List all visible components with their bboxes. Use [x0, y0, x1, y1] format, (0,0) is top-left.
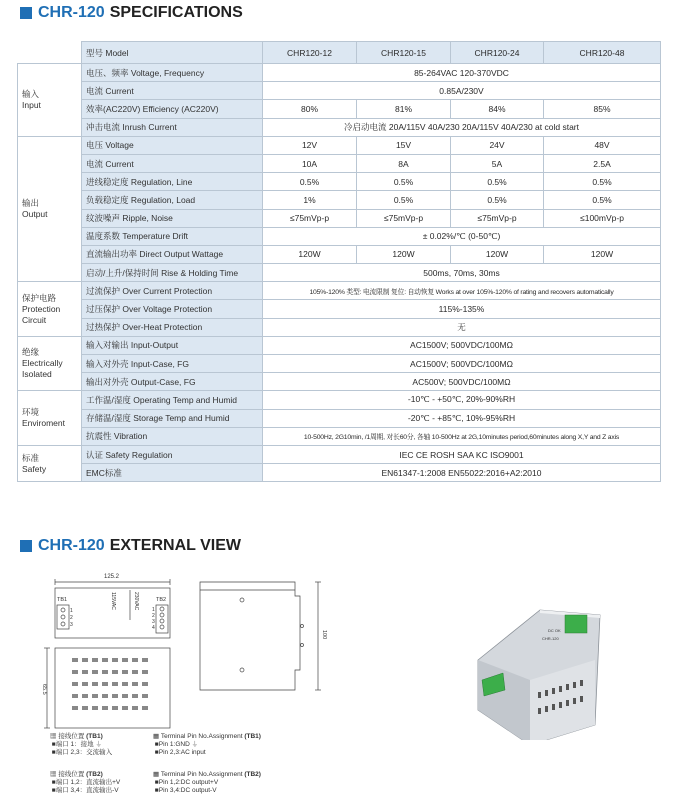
- group-label-line: Electrically: [22, 358, 63, 369]
- table-row: [18, 427, 661, 445]
- tb2-en-caption: ▦ Terminal Pin No.Assignment (TB2) ■Pin 1,2:DC output+V ■Pin 3,4:DC output-V: [153, 771, 261, 794]
- external-view-drawings: [0, 560, 680, 740]
- table-row: [18, 173, 661, 191]
- row-value-cell: AC1500V; 500VDC/100MΩ: [263, 355, 661, 373]
- tb2-pin-label: 4: [152, 625, 155, 631]
- row-label-cell: 过压保护 Over Voltage Protection: [82, 300, 263, 318]
- table-row: [18, 191, 661, 209]
- row-value-cell: 80%: [263, 100, 357, 118]
- row-value-cell: 0.85A/230V: [263, 82, 661, 100]
- row-label-cell: 进线稳定度 Regulation, Line: [82, 173, 263, 191]
- table-row: [18, 464, 661, 482]
- table-row: [18, 300, 661, 318]
- tb2-pin-label: 1: [152, 607, 155, 613]
- group-label-line: 绝缘: [22, 347, 40, 358]
- table-row: [18, 154, 661, 172]
- group-label-line: Input: [22, 99, 41, 110]
- row-value-cell: ≤75mVp-p: [263, 209, 357, 227]
- caption-line: Pin 1:GND ⏚: [158, 741, 199, 748]
- group-label-cell: [18, 445, 82, 481]
- group-label-line: 输出: [22, 198, 40, 208]
- table-row: [18, 64, 661, 82]
- row-value-cell: IEC CE ROSH SAA KC ISO9001: [263, 445, 661, 463]
- row-value-cell: 8A: [357, 154, 451, 172]
- heading-model: CHR-120: [38, 537, 105, 554]
- row-value-cell: 120W: [544, 245, 661, 263]
- group-label-line: 环境: [22, 407, 40, 418]
- row-label-cell: 电流 Current: [82, 154, 263, 172]
- row-value-cell: 24V: [451, 136, 544, 154]
- row-label-cell: EMC标准: [82, 464, 263, 482]
- model-header-cell: CHR120-24: [451, 42, 544, 64]
- side-dimension: 100: [321, 630, 327, 640]
- tb2-pin-label: 2: [152, 613, 155, 619]
- row-value-cell: 84%: [451, 100, 544, 118]
- row-label-cell: 电压、频率 Voltage, Frequency: [82, 64, 263, 82]
- specifications-table: [17, 41, 661, 482]
- table-row: [18, 373, 661, 391]
- row-value-cell: 85%: [544, 100, 661, 118]
- tb2-cn-caption: ▦ 接线位置 (TB2) ■端口 1,2：直流输出+V ■端口 3,4：直流输出-V: [50, 771, 121, 794]
- tb1-pin-label: 3: [70, 622, 73, 628]
- row-value-cell: 120W: [263, 245, 357, 263]
- table-row: [18, 245, 661, 263]
- row-value-cell: ≤100mVp-p: [544, 209, 661, 227]
- row-value-cell: 48V: [544, 136, 661, 154]
- caption-line: 端口 2,3：交流输入: [55, 749, 113, 756]
- row-value-cell: 115%-135%: [263, 300, 661, 318]
- row-value-cell: 120W: [451, 245, 544, 263]
- height-dimension: 65.5: [41, 684, 47, 695]
- group-label-cell: [18, 282, 82, 337]
- table-row: [18, 282, 661, 300]
- group-label-cell: [18, 336, 82, 391]
- row-label-cell: 温度系数 Temperature Drift: [82, 227, 263, 245]
- caption-tag: (TB1): [86, 733, 103, 740]
- table-row: [18, 409, 661, 427]
- heading-title: SPECIFICATIONS: [109, 4, 243, 21]
- row-value-cell: 85-264VAC 120-370VDC: [263, 64, 661, 82]
- row-value-cell: AC500V; 500VDC/100MΩ: [263, 373, 661, 391]
- external-view-heading: [20, 537, 241, 555]
- section-marker: [20, 540, 32, 552]
- row-value-cell: 15V: [357, 136, 451, 154]
- row-label-cell: 直流输出功率 Direct Output Wattage: [82, 245, 263, 263]
- row-value-cell: -10℃ - +50℃, 20%-90%RH: [263, 391, 661, 409]
- tb1-pin-label: 1: [70, 608, 73, 614]
- product-dc-ok-label: DC OK: [548, 628, 561, 633]
- table-row: [18, 227, 661, 245]
- tb1-en-caption: ▦ Terminal Pin No.Assignment (TB1) ■Pin 1:GND ⏚ ■Pin 2,3:AC input: [153, 733, 261, 756]
- checkbox-icon: ▦: [50, 771, 57, 778]
- table-row: [18, 100, 661, 118]
- caption-line: 端口 1,2：直流输出+V: [55, 779, 121, 786]
- row-label-cell: 纹波噪声 Ripple, Noise: [82, 209, 263, 227]
- caption-line: Pin 3,4:DC output-V: [158, 787, 217, 794]
- tb1-pin-label: 2: [70, 615, 73, 621]
- row-value-cell: ≤75mVp-p: [451, 209, 544, 227]
- row-label-cell: 冲击电流 Inrush Current: [82, 118, 263, 136]
- caption-tag: (TB2): [244, 771, 261, 778]
- table-row: [18, 355, 661, 373]
- vent-grid: [72, 658, 148, 710]
- row-label-cell: 启动/上升/保持时间 Rise & Holding Time: [82, 264, 263, 282]
- group-label-line: Circuit: [22, 314, 47, 325]
- row-label-cell: 电压 Voltage: [82, 136, 263, 154]
- row-value-cell: 1%: [263, 191, 357, 209]
- row-value-cell: 105%-120% 类型: 电流限制 复位: 自动恢复 Works at over 105%-120% of rating and recovers automatically: [263, 282, 661, 300]
- table-row: [18, 136, 661, 154]
- row-value-cell: 10-500Hz, 2G10min, /1周期, 对长60分, 各轴 10-500Hz at 2G,10minutes period,60minutes along X,Y and Z axis: [263, 427, 661, 445]
- header-label-cell: 型号 Model: [82, 42, 263, 64]
- row-label-cell: 存储温/湿度 Storage Temp and Humid: [82, 409, 263, 427]
- group-label-line: 标准: [22, 452, 40, 463]
- table-row: [18, 445, 661, 463]
- group-label-line: Output: [22, 209, 48, 219]
- row-value-cell: 冷启动电流 20A/115V 40A/230 20A/115V 40A/230 at cold start: [263, 118, 661, 136]
- group-label-cell: [18, 136, 82, 282]
- model-header-cell: CHR120-12: [263, 42, 357, 64]
- group-label-cell: [18, 391, 82, 446]
- row-value-cell: 10A: [263, 154, 357, 172]
- tb2-pin-label: 3: [152, 619, 155, 625]
- row-label-cell: 抗震性 Vibration: [82, 427, 263, 445]
- caption-title: 接线位置: [58, 733, 85, 740]
- row-value-cell: 0.5%: [544, 173, 661, 191]
- row-value-cell: 120W: [357, 245, 451, 263]
- group-label-line: Safety: [22, 463, 47, 474]
- group-label-cell: [18, 64, 82, 137]
- tb2-label: TB2: [156, 597, 167, 603]
- row-value-cell: 0.5%: [357, 173, 451, 191]
- checkbox-icon: ▦: [153, 771, 160, 778]
- specifications-heading: [20, 4, 243, 22]
- tb1-cn-caption: ▦ 接线位置 (TB1) ■端口 1：接地 ⏚ ■端口 2,3：交流输入: [50, 733, 113, 756]
- table-row: [18, 336, 661, 354]
- voltage-select-230: 230VAC: [133, 592, 139, 611]
- group-label-line: 保护电路: [22, 292, 57, 303]
- row-value-cell: -20℃ - +85℃, 10%-95%RH: [263, 409, 661, 427]
- caption-line: Pin 2,3:AC input: [158, 749, 206, 756]
- header-blank-cell: [18, 42, 82, 64]
- group-label-line: 输入: [22, 88, 40, 99]
- row-label-cell: 过热保护 Over-Heat Protection: [82, 318, 263, 336]
- product-model-label: CHR-120: [542, 636, 559, 641]
- row-label-cell: 工作温/湿度 Operating Temp and Humid: [82, 391, 263, 409]
- row-value-cell: 81%: [357, 100, 451, 118]
- caption-line: 端口 3,4：直流输出-V: [55, 787, 119, 794]
- row-value-cell: ≤75mVp-p: [357, 209, 451, 227]
- caption-title: 接线位置: [58, 771, 85, 778]
- row-value-cell: 无: [263, 318, 661, 336]
- checkbox-icon: ▦: [153, 733, 160, 740]
- row-value-cell: 0.5%: [357, 191, 451, 209]
- caption-title: Terminal Pin No.Assignment: [160, 733, 243, 740]
- row-label-cell: 效率(AC220V) Efficiency (AC220V): [82, 100, 263, 118]
- row-value-cell: 2.5A: [544, 154, 661, 172]
- group-label-line: Enviroment: [22, 418, 65, 429]
- row-label-cell: 输入对外壳 Input-Case, FG: [82, 355, 263, 373]
- row-label-cell: 电流 Current: [82, 82, 263, 100]
- row-label-cell: 过流保护 Over Current Protection: [82, 282, 263, 300]
- row-label-cell: 输入对输出 Input-Output: [82, 336, 263, 354]
- row-label-cell: 负载稳定度 Regulation, Load: [82, 191, 263, 209]
- caption-tag: (TB1): [244, 733, 261, 740]
- row-value-cell: 0.5%: [451, 191, 544, 209]
- width-dimension: 125.2: [104, 574, 120, 580]
- caption-tag: (TB2): [86, 771, 103, 778]
- caption-line: 端口 1：接地 ⏚: [55, 741, 102, 748]
- product-image: [478, 610, 600, 740]
- group-label-line: Protection: [22, 303, 61, 314]
- row-value-cell: AC1500V; 500VDC/100MΩ: [263, 336, 661, 354]
- table-row: [18, 209, 661, 227]
- row-label-cell: 认证 Safety Regulation: [82, 445, 263, 463]
- row-value-cell: 5A: [451, 154, 544, 172]
- table-row: [18, 318, 661, 336]
- tb1-label: TB1: [57, 597, 68, 603]
- table-row: [18, 391, 661, 409]
- row-value-cell: 0.5%: [451, 173, 544, 191]
- row-value-cell: 0.5%: [544, 191, 661, 209]
- row-value-cell: ± 0.02%/℃ (0-50℃): [263, 227, 661, 245]
- caption-line: Pin 1,2:DC output+V: [158, 779, 219, 786]
- caption-title: Terminal Pin No.Assignment: [160, 771, 243, 778]
- table-row: [18, 264, 661, 282]
- checkbox-icon: ▦: [50, 733, 57, 740]
- table-header-row: [18, 42, 661, 64]
- model-header-cell: CHR120-48: [544, 42, 661, 64]
- model-header-cell: CHR120-15: [357, 42, 451, 64]
- row-value-cell: 12V: [263, 136, 357, 154]
- row-label-cell: 输出对外壳 Output-Case, FG: [82, 373, 263, 391]
- table-row: [18, 82, 661, 100]
- row-value-cell: 0.5%: [263, 173, 357, 191]
- group-label-line: Isolated: [22, 369, 52, 380]
- row-value-cell: EN61347-1:2008 EN55022:2016+A2:2010: [263, 464, 661, 482]
- section-marker: [20, 7, 32, 19]
- heading-model: CHR-120: [38, 4, 105, 21]
- heading-title: EXTERNAL VIEW: [109, 537, 241, 554]
- table-row: [18, 118, 661, 136]
- side-view-drawing: [200, 582, 321, 690]
- row-value-cell: 500ms, 70ms, 30ms: [263, 264, 661, 282]
- voltage-select-115: 115VAC: [110, 592, 116, 610]
